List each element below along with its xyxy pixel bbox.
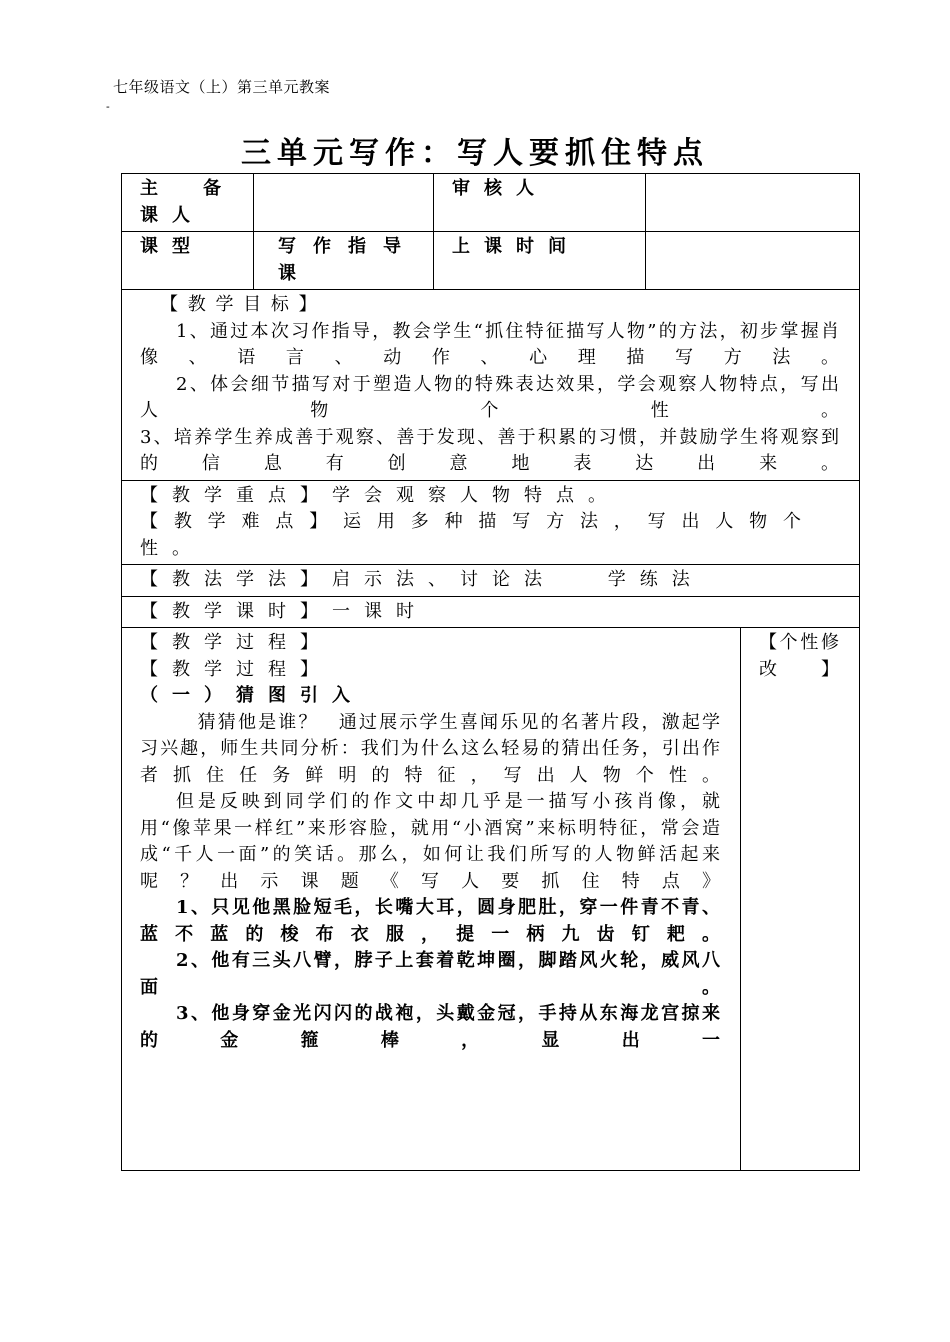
example-1: 1、只见他黑脸短毛，长嘴大耳，圆身肥肚，穿一件青不青、蓝不蓝的梭布衣服，提一柄九齿钉耙。 — [140, 897, 722, 945]
page-title: 三单元写作：写人要抓住特点 — [241, 136, 709, 171]
example-3: 3、他身穿金光闪闪的战袍，头戴金冠，手持从东海龙宫掠来的金箍棒，显出一 — [140, 1003, 722, 1051]
goal-1: 1、通过本次习作指导，教会学生“抓住特征描写人物”的方法，初步掌握肖像、语言、动作、心理描写方法。 — [140, 320, 841, 368]
preparer-value — [254, 174, 434, 232]
example-2: 2、他有三头八臂，脖子上套着乾坤圈，脚踏风火轮，威风八面。 — [140, 950, 722, 998]
type-label: 课型 — [122, 232, 254, 290]
key-points-cell — [122, 480, 860, 565]
preparer-label: 主备课人 — [122, 174, 254, 232]
step-1-heading: （一）猜图引入 — [140, 685, 364, 706]
time-label: 上课时间 — [434, 232, 646, 290]
goals-heading: 【 教 学 目 标 】 — [160, 294, 319, 315]
process-cell — [122, 628, 741, 1171]
lesson-plan-table — [121, 173, 860, 1171]
teaching-focus: 【教学重点】学会观察人物特点。 — [140, 484, 620, 506]
process-heading-1: 【教学过程】 — [140, 632, 332, 653]
hours-cell: 【教学课时】一课时 — [122, 596, 860, 628]
header-dash: - — [106, 100, 110, 113]
goal-3: 3、培养学生养成善于观察、善于发现、善于积累的习惯，并鼓励学生将观察到的信息有创意地表达出来。 — [140, 426, 841, 474]
process-heading-2: 【教学过程】 — [140, 658, 332, 680]
methods-cell: 【教法学法】启示法、讨论法 学练法 — [122, 565, 860, 597]
document-header: 七年级语文（上）第三单元教案 — [113, 78, 331, 96]
type-value: 写作指导课 — [254, 232, 434, 290]
time-value — [646, 232, 860, 290]
reviewer-label: 审核人 — [434, 174, 646, 232]
process-paragraph-2: 但是反映到同学们的作文中却几乎是一描写小孩肖像，就用“像苹果一样红”来形容脸，就用“小酒窝”来标明特征，常会造成“千人一面”的笑话。那么，如何让我们所写的人物鲜活起来呢？出示课题《写人要抓住特点》 — [140, 791, 722, 892]
reviewer-value — [646, 174, 860, 232]
goals-cell — [122, 290, 860, 481]
teaching-difficulty: 【教学难点】运用多种描写方法，写出人物个性。 — [140, 511, 815, 559]
process-paragraph-1: 猜猜他是谁？ 通过展示学生喜闻乐见的名著片段，激起学习兴趣，师生共同分析：我们为什么这么轻易的猜出任务，引出作者抓住任务鲜明的特征，写出人物个性。 — [140, 711, 722, 786]
side-note-cell: 【个性修改】 — [741, 628, 860, 1171]
goal-2: 2、体会细节描写对于塑造人物的特殊表达效果，学会观察人物特点，写出人物个性。 — [140, 373, 841, 421]
